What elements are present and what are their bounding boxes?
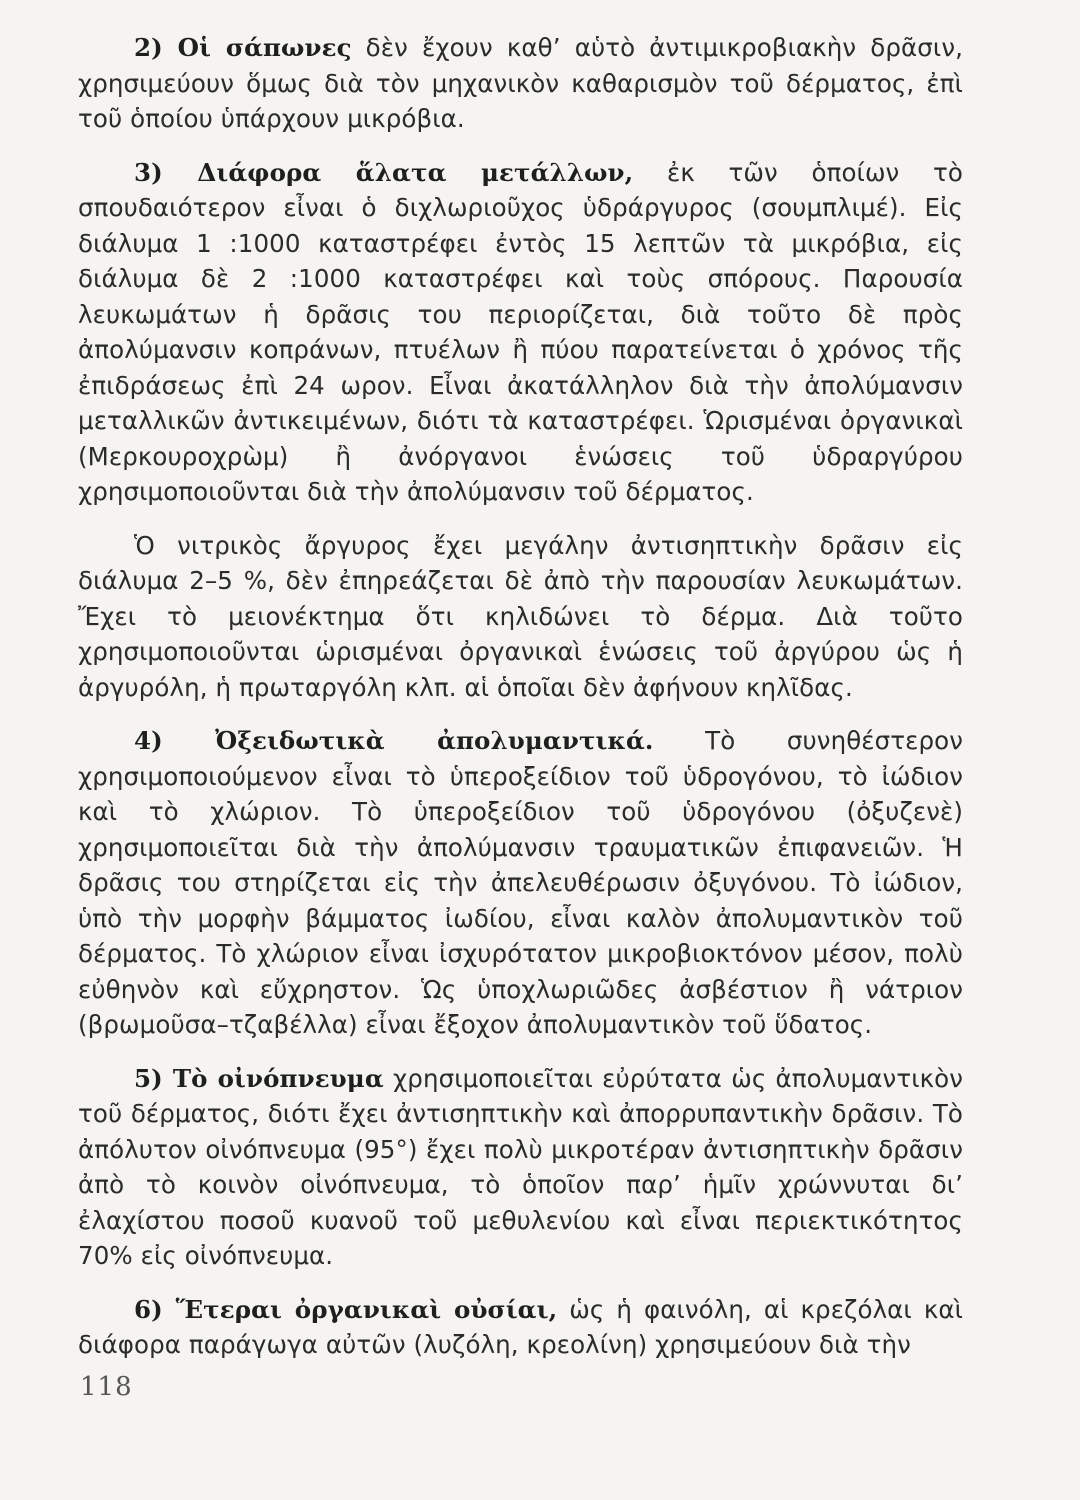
paragraph-heading: 5) Τὸ οἰνόπνευμα: [134, 1063, 384, 1093]
body-text: [78, 30, 963, 1381]
paragraph-body: χρησιμοποιεῖται εὐρύτατα ὡς ἀπολυμαντικὸν τοῦ δέρματος, διότι ἔχει ἀντισηπτικὴν καὶ ἀπορρυπαντικὴν δρᾶσιν. Τὸ ἀπόλυτον οἰνόπνευμα (95°) ἔχει πολὺ μικροτέραν ἀντισηπτικὴν δρᾶσιν ἀπὸ τὸ κοινὸν οἰνόπνευμα, τὸ ὁποῖον παρ’ ἡμῖν χρώννυται δι’ ἐλαχίστου ποσοῦ κυανοῦ τοῦ μεθυλενίου καὶ εἶναι περιεκτικότητος 70% εἰς οἰνόπνευμα.: [78, 1063, 963, 1270]
paragraph-heading: 3) Διάφορα ἅλατα μετάλλων,: [134, 157, 634, 187]
paragraph-heading: 2) Οἱ σάπωνες: [134, 33, 352, 62]
paragraph-oxidizing-disinfectants: [78, 723, 963, 1043]
paragraph-soaps: [78, 30, 963, 137]
paragraph-heading: 4) Ὀξειδωτικὰ ἀπολυμαντικά.: [134, 726, 654, 755]
paragraph-organic-substances: [78, 1292, 963, 1363]
paragraph-body: Τὸ συνηθέστερον χρησιμοποιούμενον εἶναι τὸ ὑπεροξείδιον τοῦ ὑδρογόνου, τὸ ἰώδιον καὶ τὸ χλώριον. Τὸ ὑπεροξείδιον τοῦ ὑδρογόνου (ὀξυζενὲ) χρησιμοποιεῖται διὰ τὴν ἀπολύμανσιν τραυματικῶν ἐπιφανειῶν. Ἡ δρᾶσις του στηρίζεται εἰς τὴν ἀπελευθέρωσιν ὀξυγόνου. Τὸ ἰώδιον, ὑπὸ τὴν μορφὴν βάμματος ἰωδίου, εἶναι καλὸν ἀπολυμαντικὸν τοῦ δέρματος. Τὸ χλώριον εἶναι ἰσχυρότατον μικροβιοκτόνον μέσον, πολὺ εὐθηνὸν καὶ εὔχρηστον. Ὡς ὑποχλωριῶδες ἀσβέστιον ἢ νάτριον (βρωμοῦσα–τζαβέλλα) εἶναι ἔξοχον ἀπολυμαντικὸν τοῦ ὕδατος.: [78, 726, 963, 1039]
paragraph-silver-nitrate: [78, 528, 963, 706]
paragraph-body: ἐκ τῶν ὁποίων τὸ σπουδαιότερον εἶναι ὁ διχλωριοῦχος ὑδράργυρος (σουμπλιμέ). Εἰς διάλυμα 1 :1000 καταστρέφει ἐντὸς 15 λεπτῶν τὰ μικρόβια, εἰς διάλυμα δὲ 2 :1000 καταστρέφει καὶ τοὺς σπόρους. Παρουσία λευκωμάτων ἡ δρᾶσις του περιορίζεται, διὰ τοῦτο δὲ πρὸς ἀπολύμανσιν κοπράνων, πτυέλων ἢ πύου παρατείνεται ὁ χρόνος τῆς ἐπιδράσεως ἐπὶ 24 ωρον. Εἶναι ἀκατάλληλον διὰ τὴν ἀπολύμανσιν μεταλλικῶν ἀντικειμένων, διότι τὰ καταστρέφει. Ὡρισμέναι ὀργανικαὶ (Μερκουροχρὼμ) ἢ ἀνόργανοι ἑνώσεις τοῦ ὑδραργύρου χρησιμοποιοῦνται διὰ τὴν ἀπολύμανσιν τοῦ δέρματος.: [78, 157, 963, 506]
paragraph-body: Ὁ νιτρικὸς ἄργυρος ἔχει μεγάλην ἀντισηπτικὴν δρᾶσιν εἰς διάλυμα 2–5 %, δὲν ἐπηρεάζεται δὲ ἀπὸ τὴν παρουσίαν λευκωμάτων. Ἔχει τὸ μειονέκτημα ὅτι κηλιδώνει τὸ δέρμα. Διὰ τοῦτο χρησιμοποιοῦνται ὡρισμέναι ὀργανικαὶ ἑνώσεις τοῦ ἀργύρου ὡς ἡ ἀργυρόλη, ἡ πρωταργόλη κλπ. αἱ ὁποῖαι δὲν ἀφήνουν κηλῖδας.: [78, 530, 963, 702]
paragraph-metal-salts: [78, 155, 963, 510]
page-number: 118: [80, 1372, 133, 1402]
paragraph-body: ὡς ἡ φαινόλη, αἱ κρεζόλαι καὶ διάφορα παράγωγα αὐτῶν (λυζόλη, κρεολίνη) χρησιμεύουν διὰ τὴν: [78, 1294, 963, 1359]
paragraph-alcohol: [78, 1061, 963, 1274]
paragraph-heading: 6) Ἕτεραι ὀργανικαὶ οὐσίαι,: [134, 1294, 558, 1324]
paragraph-body: δὲν ἔχουν καθ’ αὑτὸ ἀντιμικροβιακὴν δρᾶσιν, χρησιμεύουν ὅμως διὰ τὸν μηχανικὸν καθαρισμὸν τοῦ δέρματος, ἐπὶ τοῦ ὁποίου ὑπάρχουν μικρόβια.: [78, 33, 963, 133]
